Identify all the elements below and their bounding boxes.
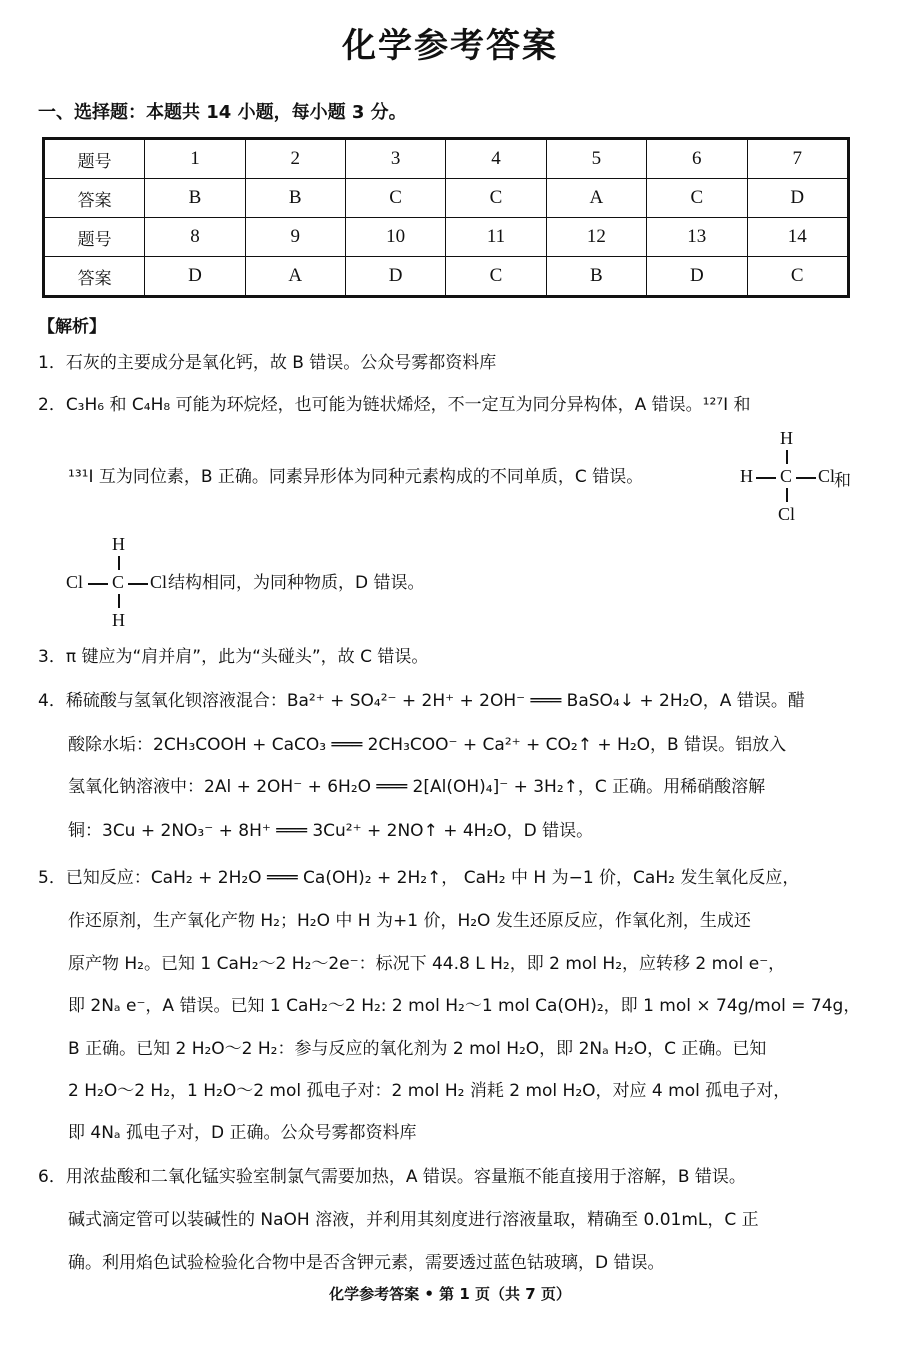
table-cell: B: [245, 179, 345, 218]
table-cell: 11: [446, 218, 546, 257]
analysis-line: 铜：3Cu + 2NO₃⁻ + 8H⁺ ═══ 3Cu²⁺ + 2NO↑ + 4H₂O，D 错误。: [68, 821, 594, 841]
analysis-line: 结构相同，为同种物质，D 错误。: [168, 573, 425, 593]
conjunction: 和: [834, 471, 851, 491]
analysis-line: 3．π 键应为“肩并肩”，此为“头碰头”，故 C 错误。: [38, 647, 429, 667]
table-cell: 14: [747, 218, 848, 257]
table-cell: C: [345, 179, 445, 218]
table-cell: 4: [446, 139, 546, 179]
analysis-line: 作还原剂，生产氧化产物 H₂；H₂O 中 H 为+1 价，H₂O 发生还原反应，作氧化剂，生成还: [68, 911, 751, 931]
analysis-line: 2 H₂O～2 H₂，1 H₂O～2 mol 孤电子对：2 mol H₂ 消耗 2 mol H₂O，对应 4 mol 孤电子对，: [68, 1081, 791, 1101]
analysis-line: 5．已知反应：CaH₂ + 2H₂O ═══ Ca(OH)₂ + 2H₂↑， CaH₂ 中 H 为−1 价，CaH₂ 发生氧化反应，: [38, 868, 800, 888]
page-footer: 化学参考答案 • 第 1 页（共 7 页）: [329, 1285, 571, 1303]
table-cell: B: [546, 257, 646, 297]
analysis-line: 即 2Nₐ e⁻，A 错误。已知 1 CaH₂～2 H₂: 2 mol H₂～1 mol Ca(OH)₂，即 1 mol × 74g/mol = 74g，: [68, 996, 861, 1016]
atom-center: C: [112, 572, 125, 592]
page-title: 化学参考答案: [342, 26, 558, 66]
table-cell: C: [747, 257, 848, 297]
atom-top: H: [780, 428, 793, 448]
structural-formula-2: [66, 534, 168, 634]
table-cell: 3: [345, 139, 445, 179]
row-label: 题号: [44, 218, 145, 257]
analysis-line: 氢氧化钠溶液中：2Al + 2OH⁻ + 6H₂O ═══ 2[Al(OH)₄]⁻ + 3H₂↑，C 正确。用稀硝酸溶解: [68, 777, 766, 797]
row-label: 答案: [44, 257, 145, 297]
analysis-line: 4．稀硫酸与氢氧化钡溶液混合：Ba²⁺ + SO₄²⁻ + 2H⁺ + 2OH⁻ ═══ BaSO₄↓ + 2H₂O，A 错误。醋: [38, 691, 805, 711]
table-row: [44, 257, 849, 297]
table-row: [44, 218, 849, 257]
analysis-line: B 正确。已知 2 H₂O～2 H₂：参与反应的氧化剂为 2 mol H₂O，即 2Nₐ H₂O，C 正确。已知: [68, 1039, 767, 1059]
table-row: [44, 139, 849, 179]
table-cell: D: [145, 257, 245, 297]
table-cell: 8: [145, 218, 245, 257]
table-cell: D: [747, 179, 848, 218]
atom-bottom: Cl: [778, 504, 796, 524]
atom-right: Cl: [818, 466, 836, 486]
table-cell: 13: [647, 218, 747, 257]
table-cell: 6: [647, 139, 747, 179]
row-label: 答案: [44, 179, 145, 218]
table-cell: 12: [546, 218, 646, 257]
atom-bottom: H: [112, 610, 125, 630]
atom-left: H: [740, 466, 753, 486]
atom-top: H: [112, 534, 125, 554]
atom-right: Cl: [150, 572, 168, 592]
table-cell: C: [446, 257, 546, 297]
table-cell: A: [546, 179, 646, 218]
bond-line: [128, 583, 148, 585]
table-cell: 10: [345, 218, 445, 257]
atom-left: Cl: [66, 572, 84, 592]
analysis-line: 1．石灰的主要成分是氧化钙，故 B 错误。公众号雾都资料库: [38, 353, 497, 373]
bond-line: [786, 488, 788, 502]
table-cell: B: [145, 179, 245, 218]
table-cell: A: [245, 257, 345, 297]
analysis-line: 2．C₃H₆ 和 C₄H₈ 可能为环烷烃，也可能为链状烯烃，不一定互为同分异构体，A 错误。¹²⁷I 和: [38, 395, 751, 415]
row-label: 题号: [44, 139, 145, 179]
analysis-line: ¹³¹I 互为同位素，B 正确。同素异形体为同种元素构成的不同单质，C 错误。: [68, 467, 644, 487]
table-row: [44, 179, 849, 218]
bond-line: [118, 556, 120, 570]
table-cell: 9: [245, 218, 345, 257]
table-cell: D: [647, 257, 747, 297]
atom-center: C: [780, 466, 793, 486]
analysis-line: 确。利用焰色试验检验化合物中是否含钾元素，需要透过蓝色钴玻璃，D 错误。: [68, 1253, 665, 1273]
table-cell: D: [345, 257, 445, 297]
table-cell: C: [446, 179, 546, 218]
answer-table: [42, 137, 850, 298]
analysis-line: 原产物 H₂。已知 1 CaH₂～2 H₂～2e⁻：标况下 44.8 L H₂，即 2 mol H₂，应转移 2 mol e⁻，: [68, 954, 786, 974]
analysis-line: 酸除水垢：2CH₃COOH + CaCO₃ ═══ 2CH₃COO⁻ + Ca²⁺ + CO₂↑ + H₂O，B 错误。铝放入: [68, 735, 787, 755]
bond-line: [118, 594, 120, 608]
bond-line: [88, 583, 108, 585]
table-cell: C: [647, 179, 747, 218]
analysis-line: 6．用浓盐酸和二氧化锰实验室制氯气需要加热，A 错误。容量瓶不能直接用于溶解，B 错误。: [38, 1167, 746, 1187]
table-cell: 7: [747, 139, 848, 179]
table-cell: 1: [145, 139, 245, 179]
structural-formula-1: [738, 428, 868, 528]
table-cell: 2: [245, 139, 345, 179]
analysis-line: 碱式滴定管可以装碱性的 NaOH 溶液，并利用其刻度进行溶液量取，精确至 0.01mL，C 正: [68, 1210, 759, 1230]
analysis-heading: 【解析】: [38, 317, 106, 337]
section-heading: 一、选择题：本题共 14 小题，每小题 3 分。: [38, 102, 407, 123]
bond-line: [756, 477, 776, 479]
table-cell: 5: [546, 139, 646, 179]
analysis-line: 即 4Nₐ 孤电子对，D 正确。公众号雾都资料库: [68, 1123, 417, 1143]
bond-line: [786, 450, 788, 464]
bond-line: [796, 477, 816, 479]
